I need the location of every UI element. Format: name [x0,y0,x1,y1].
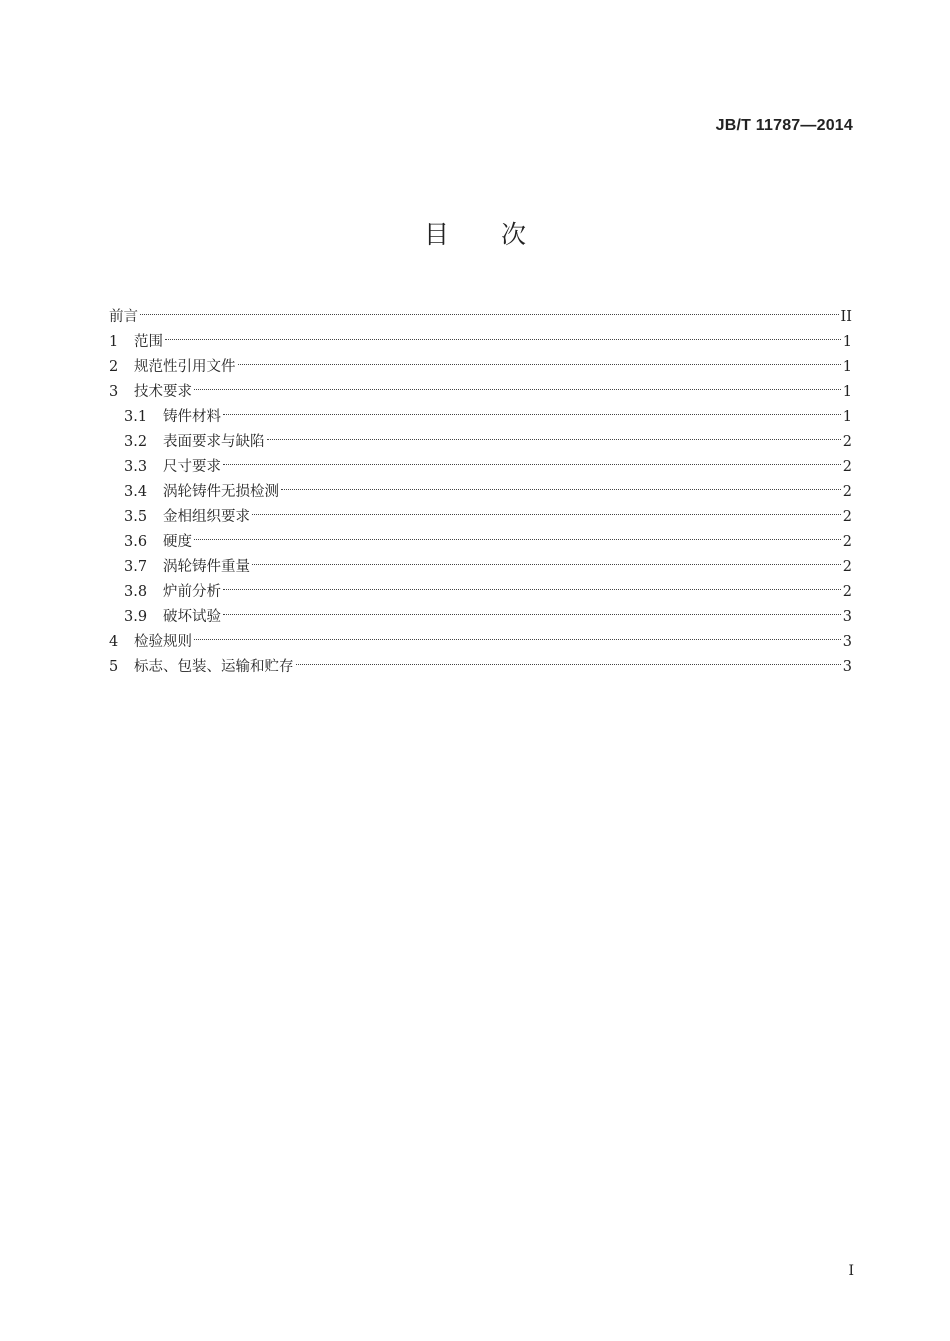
page-number: I [848,1263,854,1279]
toc-entry[interactable] [109,621,852,650]
toc-dot-leader [140,296,839,321]
toc-entry-page: 1 [842,409,852,425]
toc-entry-page: 2 [842,559,852,575]
toc-entry-label: 技术要求 [134,384,192,400]
toc-dot-leader [238,346,841,371]
toc-entry-page: 2 [842,484,852,500]
toc-entry[interactable] [109,346,852,375]
toc-entry-label: 表面要求与缺陷 [163,434,265,450]
toc-entry[interactable] [109,546,852,575]
toc-dot-leader [267,421,841,446]
toc-entry[interactable] [109,646,852,675]
toc-entry-label: 尺寸要求 [163,459,221,475]
toc-entry[interactable] [109,396,852,425]
toc-entry-page: 1 [842,334,852,350]
toc-entry-number: 3.5 [124,509,148,525]
toc-entry-number: 2 [109,359,119,375]
toc-entry[interactable] [109,371,852,400]
toc-entry-label: 范围 [134,334,163,350]
toc-entry-label: 炉前分析 [163,584,221,600]
toc-entry-number: 3.1 [124,409,148,425]
toc-dot-leader [296,646,841,671]
toc-entry-page: 1 [842,359,852,375]
toc-entry-number: 5 [109,659,119,675]
document-code: JB/T 11787—2014 [715,117,853,134]
toc-entry-page: II [840,309,852,325]
toc-title: 目次 [423,220,578,249]
toc-entry-number: 3.6 [124,534,148,550]
toc-entry-page: 2 [842,509,852,525]
toc-entry-number: 3.4 [124,484,148,500]
toc-entry-number: 3 [109,384,119,400]
toc-dot-leader [194,371,841,396]
toc-entry-page: 1 [842,384,852,400]
toc-entry-label: 前言 [109,309,138,325]
toc-entry-label: 铸件材料 [163,409,221,425]
toc-entry-label: 破坏试验 [163,609,221,625]
table-of-contents [109,296,852,675]
toc-dot-leader [252,496,841,521]
toc-entry-label: 规范性引用文件 [134,359,236,375]
toc-dot-leader [223,596,841,621]
toc-entry-page: 2 [842,584,852,600]
toc-entry-page: 3 [842,659,852,675]
toc-entry-number: 3.2 [124,434,148,450]
toc-entry-number: 4 [109,634,119,650]
toc-entry-page: 2 [842,534,852,550]
toc-dot-leader [223,571,841,596]
toc-dot-leader [223,446,841,471]
toc-dot-leader [194,521,841,546]
toc-entry[interactable] [109,296,852,325]
toc-dot-leader [281,471,841,496]
toc-entry-number: 3.8 [124,584,148,600]
toc-dot-leader [252,546,841,571]
toc-entry-page: 3 [842,634,852,650]
toc-entry-number: 3.3 [124,459,148,475]
toc-entry-number: 3.9 [124,609,148,625]
toc-entry-page: 3 [842,609,852,625]
toc-entry-label: 检验规则 [134,634,192,650]
toc-entry-label: 标志、包装、运输和贮存 [134,659,294,675]
toc-entry-page: 2 [842,459,852,475]
toc-entry[interactable] [109,321,852,350]
toc-entry-label: 硬度 [163,534,192,550]
toc-entry-label: 涡轮铸件无损检测 [163,484,279,500]
toc-entry-page: 2 [842,434,852,450]
toc-dot-leader [194,621,841,646]
toc-dot-leader [165,321,841,346]
toc-entry-label: 金相组织要求 [163,509,250,525]
toc-entry-number: 3.7 [124,559,148,575]
toc-entry[interactable] [109,521,852,550]
toc-entry-label: 涡轮铸件重量 [163,559,250,575]
toc-dot-leader [223,396,841,421]
toc-entry-number: 1 [109,334,119,350]
